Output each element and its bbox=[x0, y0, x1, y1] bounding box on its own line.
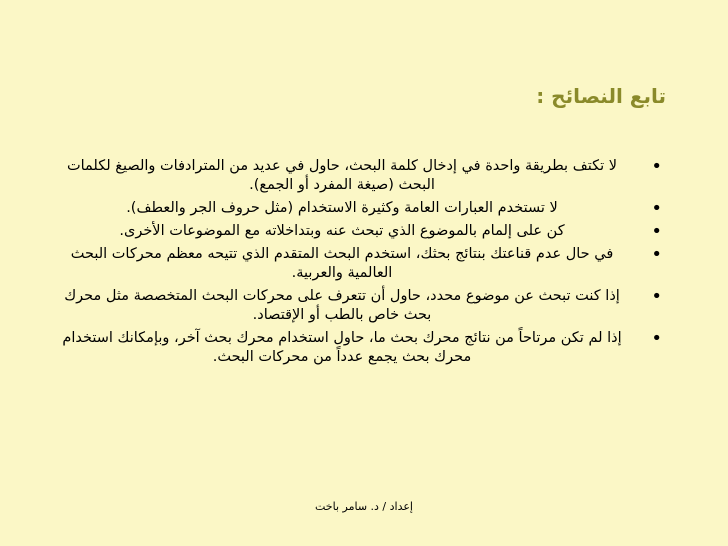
bullet-list bbox=[56, 157, 666, 371]
slide-title: تابع النصائح : bbox=[536, 84, 666, 108]
bullet-dot-icon: • bbox=[651, 244, 662, 265]
bullet-dot-icon: • bbox=[651, 156, 662, 177]
bullet-item-6 bbox=[56, 329, 666, 367]
bullet-text: في حال عدم قناعتك بنتائج بحثك، استخدم البحث المتقدم الذي تتيحه معظم محركات البحث العالمية والعربية. bbox=[70, 246, 614, 281]
bullet-text: لا تستخدم العبارات العامة وكثيرة الاستخدام (مثل حروف الجر والعطف). bbox=[126, 200, 558, 216]
bullet-item-4 bbox=[56, 245, 666, 283]
slide-footer: إعداد / د. سامر باخت bbox=[315, 500, 413, 513]
bullet-dot-icon: • bbox=[651, 328, 662, 349]
bullet-item-5 bbox=[56, 287, 666, 325]
bullet-text: كن على إلمام بالموضوع الذي تبحث عنه وبتداخلاته مع الموضوعات الأخرى. bbox=[119, 223, 565, 239]
bullet-text: إذا كنت تبحث عن موضوع محدد، حاول أن تتعرف على محركات البحث المتخصصة مثل محرك بحث خاص بالطب أو الإقتصاد. bbox=[64, 288, 620, 323]
bullet-dot-icon: • bbox=[651, 221, 662, 242]
bullet-text: لا تكتف بطريقة واحدة في إدخال كلمة البحث، حاول في عديد من المترادفات والصيغ لكلمات البحث (صيغة المفرد أو الجمع). bbox=[66, 158, 618, 193]
bullet-dot-icon: • bbox=[651, 286, 662, 307]
bullet-item-1 bbox=[56, 157, 666, 195]
bullet-dot-icon: • bbox=[651, 198, 662, 219]
bullet-text: إذا لم تكن مرتاحاً من نتائج محرك بحث ما، حاول استخدام محرك بحث آخر، وبإمكانك استخدام محرك بحث يجمع عدداً من محركات البحث. bbox=[62, 330, 622, 365]
bullet-item-2 bbox=[56, 199, 666, 218]
bullet-item-3 bbox=[56, 222, 666, 241]
